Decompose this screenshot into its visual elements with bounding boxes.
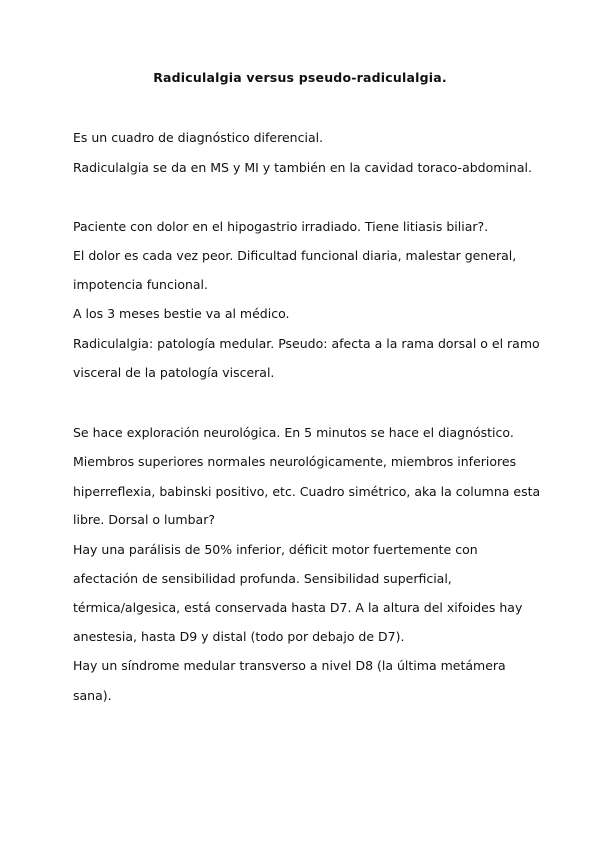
text-line: sana).: [73, 688, 112, 703]
text-line: anestesia, hasta D9 y distal (todo por debajo de D7).: [73, 629, 405, 644]
text-line: impotencia funcional.: [73, 277, 208, 292]
text-line: hiperreflexia, babinski positivo, etc. Cuadro simétrico, aka la columna esta: [73, 484, 541, 499]
text-line: libre. Dorsal o lumbar?: [73, 512, 215, 527]
text-line: térmica/algesica, está conservada hasta D7. A la altura del xifoides hay: [73, 600, 523, 615]
text-line: Hay un síndrome medular transverso a nivel D8 (la última metámera: [73, 658, 506, 673]
text-line: Miembros superiores normales neurológicamente, miembros inferiores: [73, 454, 517, 469]
text-line: afectación de sensibilidad profunda. Sensibilidad superficial,: [73, 571, 452, 586]
text-line: Es un cuadro de diagnóstico diferencial.: [73, 130, 324, 145]
text-line: Hay una parálisis de 50% inferior, déficit motor fuertemente con: [73, 542, 478, 557]
text-line: visceral de la patología visceral.: [73, 365, 275, 380]
text-line: Se hace exploración neurológica. En 5 minutos se hace el diagnóstico.: [73, 425, 514, 440]
text-line: El dolor es cada vez peor. Dificultad funcional diaria, malestar general,: [73, 248, 517, 263]
text-line: A los 3 meses bestie va al médico.: [73, 306, 290, 321]
text-line: Radiculalgia se da en MS y MI y también en la cavidad toraco-abdominal.: [73, 160, 532, 175]
document-title: Radiculalgia versus pseudo-radiculalgia.: [153, 70, 447, 85]
text-line: Paciente con dolor en el hipogastrio irradiado. Tiene litiasis biliar?.: [73, 219, 489, 234]
text-line: Radiculalgia: patología medular. Pseudo: afecta a la rama dorsal o el ramo: [73, 336, 540, 351]
